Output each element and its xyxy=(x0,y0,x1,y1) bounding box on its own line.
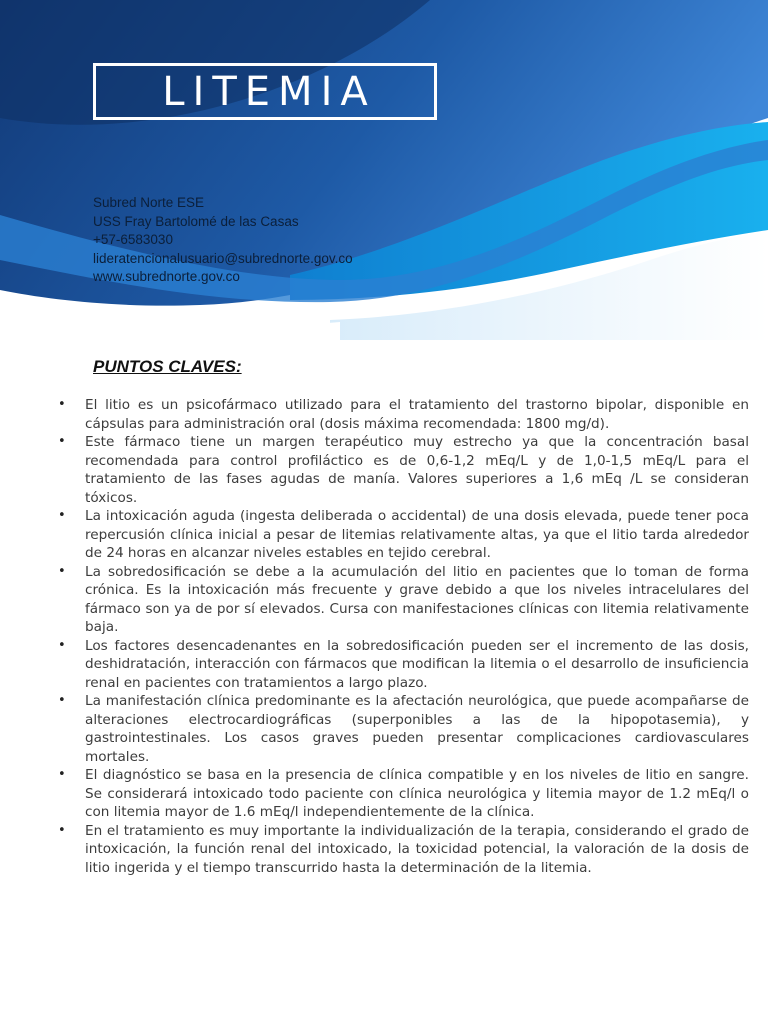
list-item xyxy=(58,563,749,637)
bullet-icon: • xyxy=(58,563,66,579)
website-url: www.subrednorte.gov.co xyxy=(93,269,240,284)
section-heading: PUNTOS CLAVES: xyxy=(93,357,242,376)
list-item-text: La manifestación clínica predominante es la afectación neurológica, que puede acompañarse de alteraciones electrocardiográficas (superponibles a las de la hipopotasemia), y gastrointestinales. Los casos graves pueden presentar complicaciones cardiovasculares mortales. xyxy=(85,693,749,765)
bullet-icon: • xyxy=(58,508,66,523)
header-wave-background xyxy=(0,0,768,340)
key-points-list xyxy=(56,396,749,877)
page-title: LITEMIA xyxy=(162,68,376,115)
list-item-text: En el tratamiento es muy importante la individualización de la terapia, considerando el grado de intoxicación, la función renal del intoxicado, la toxicidad potencial, la valoración de la dosis de litio ingerida y el tiempo transcurrido hasta la determinación de la litemia. xyxy=(85,822,749,876)
list-item xyxy=(58,822,749,878)
list-item-text: Los factores desencadenantes en la sobredosificación pueden ser el incremento de las dosis, deshidratación, interacción con fármacos que modifican la litemia o el desarrollo de insuficiencia renal en pacientes con tratamientos a largo plazo. xyxy=(85,637,749,691)
list-item-text: La intoxicación aguda (ingesta deliberada o accidental) de una dosis elevada, puede tener poca repercusión clínica inicial a pesar de litemias relativamente altas, ya que el litio tarda alrededor de 24 horas en alcanzar niveles estables en tejido cerebral. xyxy=(85,508,749,561)
bullet-icon: • xyxy=(58,767,66,782)
phone-number: +57-6583030 xyxy=(93,232,173,247)
list-item xyxy=(58,507,749,563)
list-item xyxy=(58,396,749,433)
list-item-text: La sobredosificación se debe a la acumulación del litio en pacientes que lo toman de forma crónica. Es la intoxicación más frecuente y grave debido a que los niveles intracelulares del fármaco son ya de por sí elevados. Cursa con manifestaciones clínicas con litemia relativamente baja. xyxy=(85,563,749,635)
organization-name: Subred Norte ESE xyxy=(93,195,205,210)
bullet-icon: • xyxy=(58,693,66,708)
bullet-icon: • xyxy=(58,397,66,412)
list-item xyxy=(58,766,749,822)
list-item xyxy=(58,433,749,507)
facility-name: USS Fray Bartolomé de las Casas xyxy=(93,213,299,229)
list-item-text: El diagnóstico se basa en la presencia de clínica compatible y en los niveles de litio en sangre. Se considerará intoxicado todo paciente con clínica neurológica y litemia mayor de 1.2 mEq/l o con litemia mayor de 1.6 mEq/l independientemente de la clínica. xyxy=(85,767,749,820)
bullet-icon: • xyxy=(58,822,66,838)
bullet-icon: • xyxy=(58,637,66,653)
email-address: lideratencionalusuario@subrednorte.gov.co xyxy=(93,250,353,266)
list-item-text: Este fármaco tiene un margen terapéutico muy estrecho ya que la concentración basal recomendada para control profiláctico es de 0,6-1,2 mEq/L y de 1,0-1,5 mEq/L para el tratamiento de las fases agudas de manía. Valores superiores a 1,6 mEq /L se consideran tóxicos. xyxy=(85,434,749,506)
bullet-icon: • xyxy=(58,434,66,449)
list-item xyxy=(58,637,749,693)
title-box xyxy=(93,63,437,120)
list-item-text: El litio es un psicofármaco utilizado para el tratamiento del trastorno bipolar, disponible en cápsulas para administración oral (dosis máxima recomendada: 1800 mg/d). xyxy=(85,397,749,432)
list-item xyxy=(58,692,749,766)
contact-info xyxy=(93,194,353,287)
